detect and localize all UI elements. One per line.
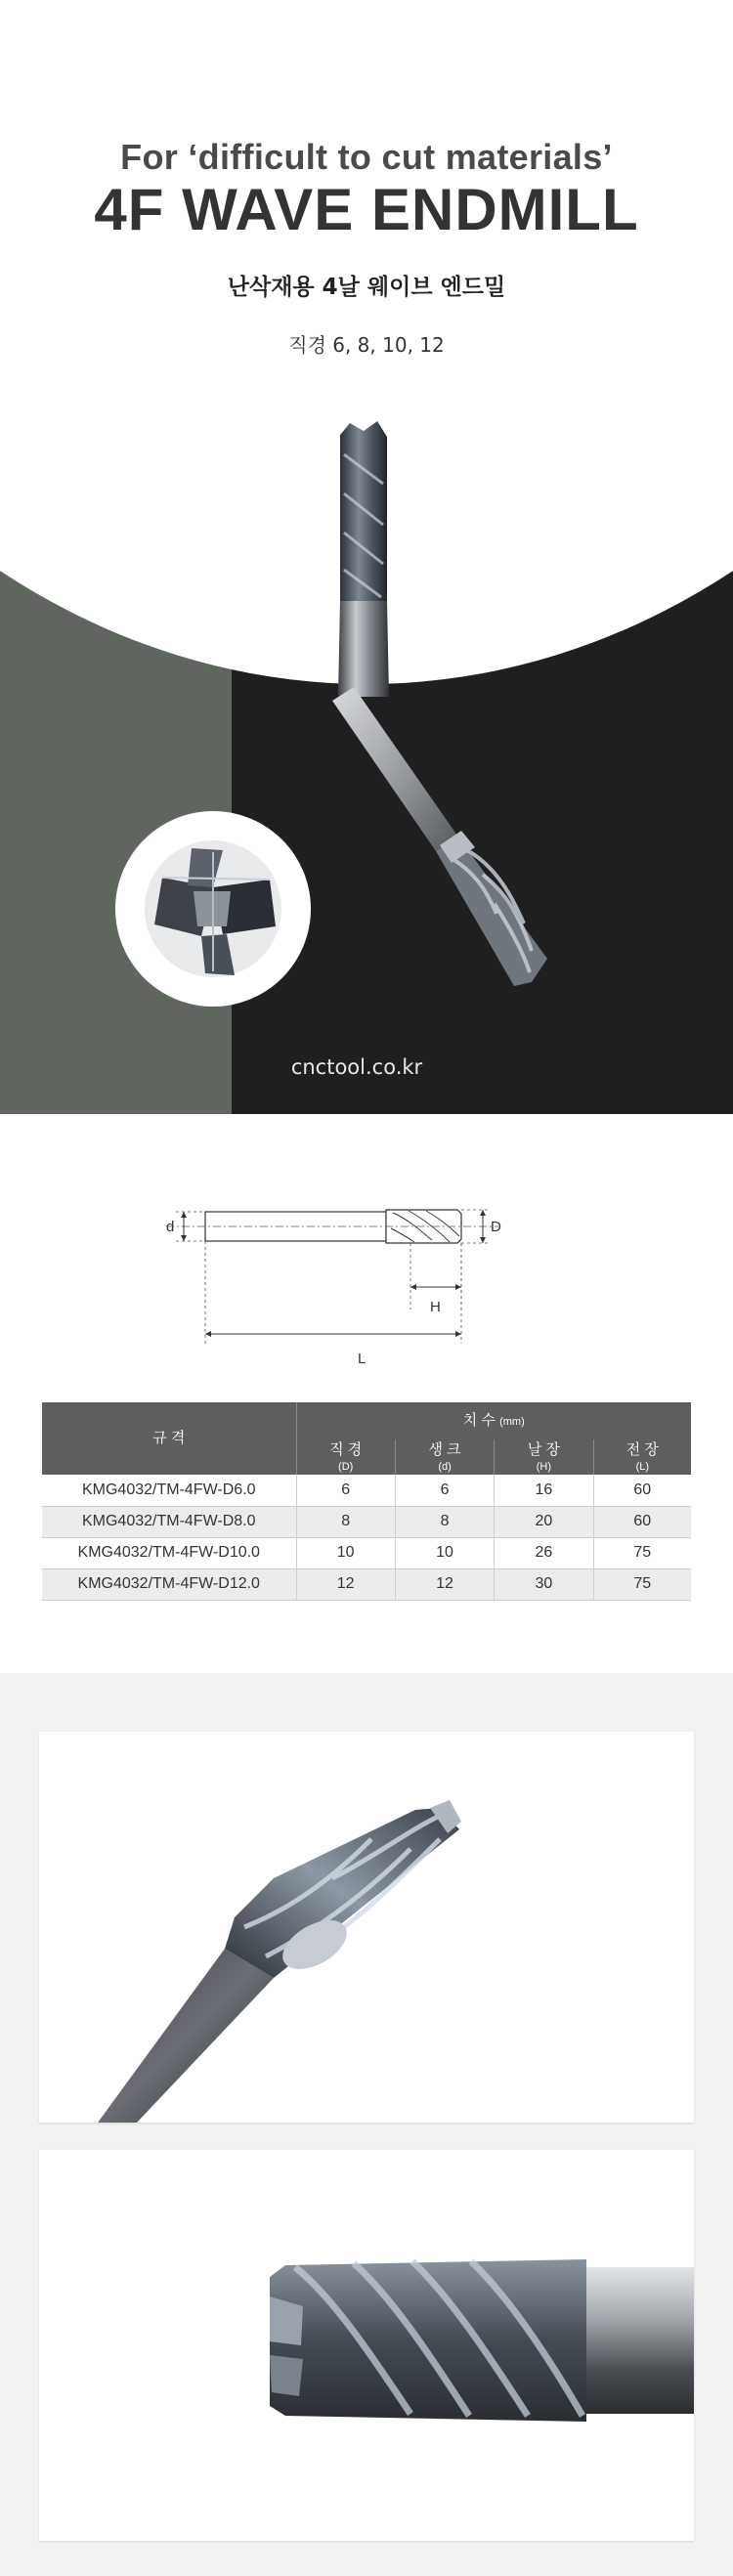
spec-header: 규 격 <box>152 1429 186 1446</box>
diagram-label-L: L <box>358 1351 366 1367</box>
table-row <box>42 1506 691 1537</box>
spec-table <box>42 1402 691 1601</box>
col-name-D: 직 경 <box>329 1440 363 1458</box>
dim-unit: (mm) <box>499 1415 525 1428</box>
diagram-label-d: d <box>166 1219 175 1235</box>
diagram-label-H: H <box>430 1299 441 1315</box>
cell-model: KMG4032/TM-4FW-D8.0 <box>42 1506 296 1537</box>
col-sym-L: (L) <box>635 1461 650 1473</box>
col-header-d <box>395 1439 494 1475</box>
cell-model: KMG4032/TM-4FW-D12.0 <box>42 1568 296 1600</box>
cell-L: 60 <box>593 1475 691 1506</box>
cell-D: 12 <box>296 1568 395 1600</box>
col-name-d: 생 크 <box>428 1440 461 1458</box>
hero-subtitle: For ‘difficult to cut materials’ <box>120 137 613 177</box>
table-row <box>42 1537 691 1568</box>
col-header-H <box>495 1439 593 1475</box>
cell-D: 10 <box>296 1537 395 1568</box>
cell-model: KMG4032/TM-4FW-D6.0 <box>42 1475 296 1506</box>
dim-header-cell <box>296 1402 691 1439</box>
dim-header: 치 수 <box>462 1411 496 1429</box>
col-sym-H: (H) <box>536 1461 552 1473</box>
endmill-side-photo <box>39 2150 694 2541</box>
cell-d: 10 <box>395 1537 494 1568</box>
cell-d: 6 <box>395 1475 494 1506</box>
cell-L: 75 <box>593 1537 691 1568</box>
table-row <box>42 1568 691 1600</box>
endmill-angled-photo <box>39 1732 694 2123</box>
cell-H: 20 <box>495 1506 593 1537</box>
col-name-L: 전 장 <box>625 1440 659 1458</box>
cell-H: 16 <box>495 1475 593 1506</box>
hero-korean-title: 난삭재용 4날 웨이브 엔드밀 <box>227 275 506 300</box>
cell-D: 8 <box>296 1506 395 1537</box>
col-header-L <box>593 1439 691 1475</box>
cell-H: 30 <box>495 1568 593 1600</box>
diagram-label-D: D <box>491 1219 501 1235</box>
cell-d: 12 <box>395 1568 494 1600</box>
endmill-tip-closeup <box>115 811 311 1007</box>
photo-section <box>0 1673 733 2576</box>
hero-diameters: 직경 6, 8, 10, 12 <box>288 333 445 357</box>
col-header-D <box>296 1439 395 1475</box>
col-sym-d: (d) <box>438 1461 452 1473</box>
endmill-product-image <box>293 415 606 1002</box>
hero-section <box>0 0 733 1114</box>
photo-card-side <box>39 2150 694 2541</box>
website-label: cnctool.co.kr <box>290 1055 423 1079</box>
dimension-diagram <box>147 1178 596 1373</box>
hero-title: 4F WAVE ENDMILL <box>94 177 639 242</box>
cell-D: 6 <box>296 1475 395 1506</box>
cell-L: 75 <box>593 1568 691 1600</box>
spec-header-cell <box>42 1402 296 1475</box>
endmill-tip-illustration <box>133 829 293 989</box>
cell-d: 8 <box>395 1506 494 1537</box>
col-name-H: 날 장 <box>527 1440 560 1458</box>
cell-L: 60 <box>593 1506 691 1537</box>
cell-model: KMG4032/TM-4FW-D10.0 <box>42 1537 296 1568</box>
photo-card-angled <box>39 1732 694 2123</box>
cell-H: 26 <box>495 1537 593 1568</box>
col-sym-D: (D) <box>338 1461 354 1473</box>
table-row <box>42 1475 691 1506</box>
